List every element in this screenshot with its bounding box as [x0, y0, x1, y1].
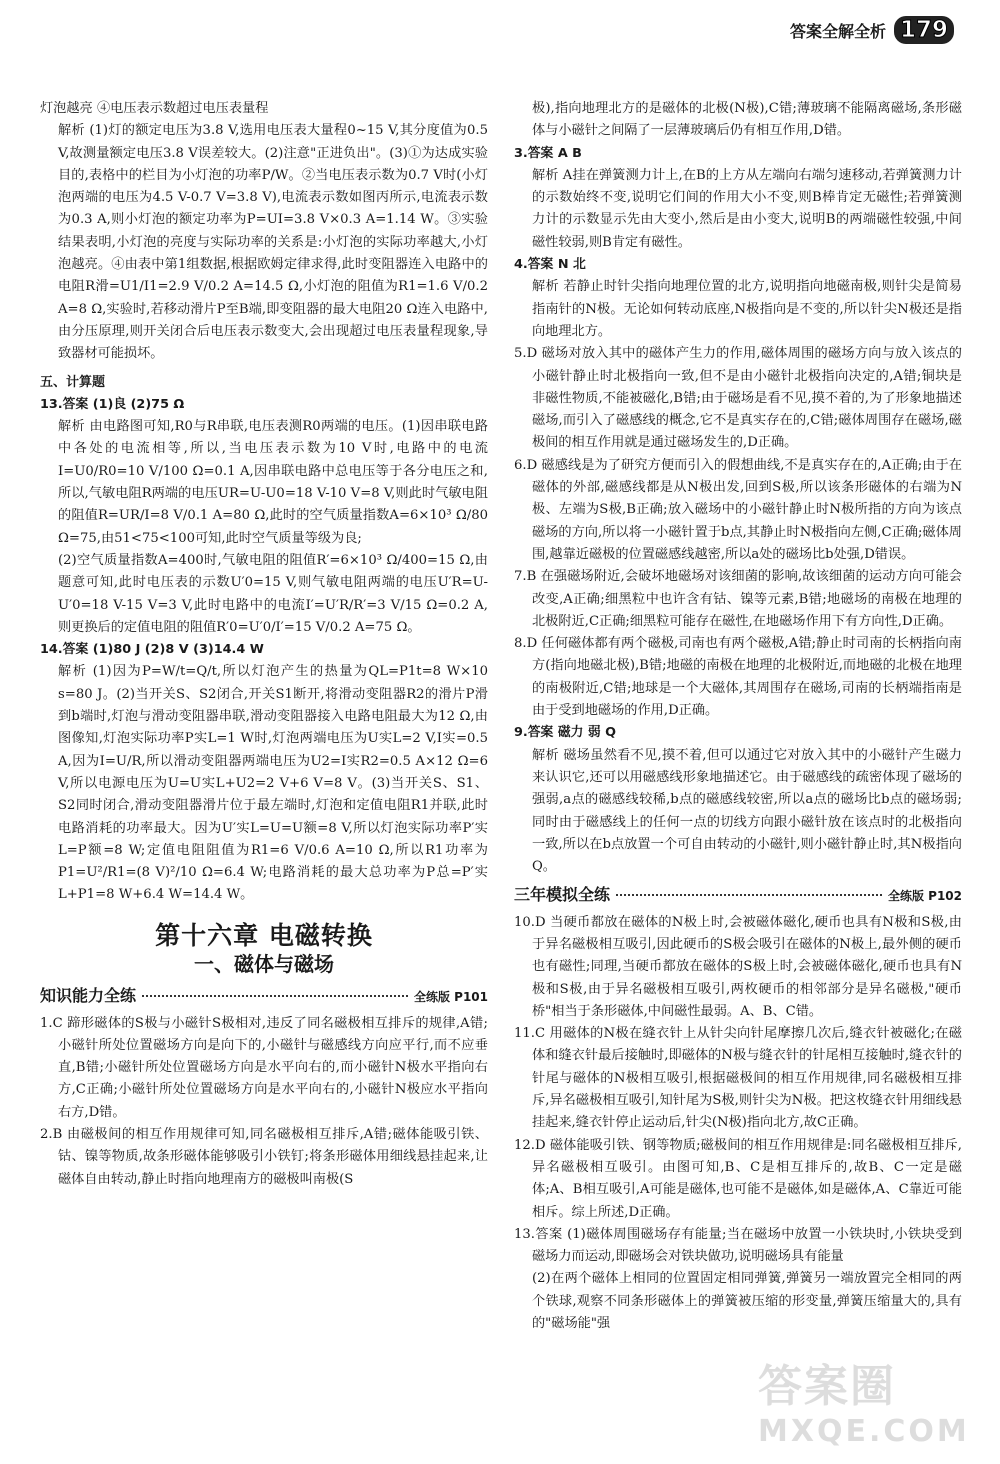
dotted-rule [616, 894, 882, 896]
answer-line: 14.答案 (1)80 J (2)8 V (3)14.4 W [40, 642, 264, 658]
paragraph: 解析 若静止时针尖指向地理位置的北方,说明指向地磁南极,则针尖是简易指南针的N极。无论如何转动底座,N极指向是不变的,所以针尖N极还是指向地理北方。 [532, 279, 962, 339]
paragraph: 解析 (1)因为P=W/t=Q/t,所以灯泡产生的热量为QL=P1t=8 W×10 s=80 J。(2)当开关S、S2闭合,开关S1断开,将滑动变阻器R2的滑片P滑到b端时,灯泡与滑动变阻器串联,滑动变阻器接入电路电阻最大为12 Ω,由图像知,灯泡实际功率P实L=1 W时,灯泡两端电压为U实L=2 V,I实=0.5 A,因为I=U/R,所以滑动变阻器两端电压为U2=I实R2=0.5 A×12 Ω=6 V,所以电源电压为U=U实L+U2=2 V+6 V=8 V。(3)当开关S、S1、S2同时闭合,滑动变阻器滑片位于最左端时,灯泡和定值电阻R1并联,此时电路消耗的功率最大。因为U′实L=U=U额=8 V,所以灯泡实际功率P′实L=P额=8 W;定值电阻阻值为R1=6 V/0.6 A=10 Ω,所以R1功率为P1=U²/R1=(8 V)²/10 Ω=6.4 W;电路消耗的最大总功率为P总=P′实L+P1=8 W+6.4 W=14.4 W。 [58, 664, 488, 903]
answer-line: 9.答案 磁力 弱 Q [514, 725, 616, 741]
answer-line: 3.答案 A B [514, 145, 582, 161]
section-bar [514, 884, 962, 907]
answer-item: 6.D 磁感线是为了研究方便而引入的假想曲线,不是真实存在的,A正确;由于在磁体的外部,磁感线都是从N极出发,回到S极,所以该条形磁体的右端为N极、左端为S极,B正确;放入磁场中的小磁针静止时N极所指的方向为该点磁场的方向,所以将一小磁针置于b点,其静止时N极指向左侧,C正确;磁体周围,越靠近磁极的位置磁感线越密,所以a处的磁场比b处强,D错误。 [514, 457, 962, 562]
page-header [790, 10, 954, 50]
bar-page-ref: 全练版 P101 [413, 990, 488, 1005]
bar-label: 三年模拟全练 [514, 885, 611, 905]
answer-item: 11.C 用磁体的N极在缝衣针上从针尖向针尾摩擦几次后,缝衣针被磁化;在磁体和缝衣针最后接触时,即磁体的N极与缝衣针的针尾相互接触时,缝衣针的针尾与磁体的N极相互吸引,根据磁极间的相互作用规律,同名磁极相互排斥,异名磁极相互吸引,知针尾为S极,则针尖为N极。把这枚缝衣针用细线悬挂起来,缝衣针停止运动后,针尖(N极)指向北方,故C正确。 [514, 1026, 962, 1131]
dotted-rule [142, 995, 408, 997]
paragraph: (2)空气质量指数A=400时,气敏电阻的阻值R′=6×10³ Ω/400=15 Ω,由题意可知,此时电压表的示数U′0=15 V,则气敏电阻两端的电压U′R=U-U′0=18 V-15 V=3 V,此时电路中的电流I′=U′R/R′=3 V/15 Ω=0.2 A,则更换后的定值电阻的阻值R′0=U′0/I′=15 V/0.2 A=75 Ω。 [58, 552, 488, 635]
watermark-logo-text: 答案圈 [758, 1361, 896, 1412]
section-title: 一、磁体与磁场 [194, 951, 334, 976]
answer-line: 4.答案 N 北 [514, 257, 586, 273]
answer-item: 12.D 磁体能吸引铁、钢等物质;磁极间的相互作用规律是:同名磁极相互排斥,异名磁极相互吸引。由图可知,B、C是相互排斥的,故B、C一定是磁体;A、B相互吸引,A可能是磁体,也可能不是磁体,如是磁体,A、C靠近可能相斥。综上所述,D正确。 [514, 1137, 962, 1220]
paragraph: 解析 磁场虽然看不见,摸不着,但可以通过它对放入其中的小磁针产生磁力来认识它,还可以用磁感线形象地描述它。由于磁感线的疏密体现了磁场的强弱,a点的磁感线较稀,b点的磁感线较密,所以a点的磁场比b点的磁场弱;同时由于磁感线上的任何一点的切线方向跟小磁针放在该点时的北极指向一致,所以在b点放置一个可自由转动的小磁针,则小磁针静止时,其N极指向Q。 [532, 747, 962, 875]
page-number: 179 [894, 16, 954, 44]
paragraph: 解析 由电路图可知,R0与R串联,电压表测R0两端的电压。(1)因串联电路中各处的电流相等,所以,当电压表示数为10 V时,电路中的电流I=U0/R0=10 V/100 Ω=0.1 A,因串联电路中总电压等于各分电压之和,所以,气敏电阻R两端的电压UR=U-U0=18 V-10 V=8 V,则此时气敏电阻的阻值R=UR/I=8 V/0.1 A=80 Ω,此时的空气质量指数A=6×10³ Ω/80 Ω=75,由51<75<100可知,此时空气质量等级为良; [58, 419, 488, 546]
paragraph: 解析 A挂在弹簧测力计上,在B的上方从左端向右端匀速移动,若弹簧测力计的示数始终不变,说明它们间的作用大小不变,则B棒肯定无磁性;若弹簧测力计的示数显示先由大变小,然后是由小变大,说明B的两端磁性较强,中间磁性较弱,则B肯定有磁性。 [532, 167, 962, 250]
section-bar [40, 985, 488, 1008]
paragraph: 解析 (1)灯的额定电压为3.8 V,选用电压表大量程0~15 V,其分度值为0.5 V,故测量额定电压3.8 V误差较大。(2)注意"正进负出"。(3)①为达成实验目的,表格中的栏目为小灯泡的功率P/W。②当电压表示数为0.7 V时(小灯泡两端的电压为4.5 V-0.7 V=3.8 V),电流表示数如图丙所示,电流表示数为0.3 A,则小灯泡的额定功率为P=UI=3.8 V×0.3 A=1.14 W。③实验结果表明,小灯泡的亮度与实际功率的关系是:小灯泡的实际功率越大,小灯泡越亮。④由表中第1组数据,根据欧姆定律求得,此时变阻器连入电路中的电阻R滑=U1/I1=2.9 V/0.2 A=14.5 Ω,小灯泡的阻值为R1=1.6 V/0.2 A=8 Ω,实验时,若移动滑片P至B端,即变阻器的最大电阻20 Ω连入电路中,由分压原理,则开关闭合后电压表示数变大,会出现超过电压表量程现象,导致器材可能损坏。 [58, 123, 488, 362]
bar-page-ref: 全练版 P102 [887, 889, 962, 904]
header-title: 答案全解全析 [789, 21, 886, 41]
watermark-url: MXQE.COM [758, 1414, 970, 1449]
left-column [40, 98, 488, 1191]
bar-label: 知识能力全练 [40, 986, 137, 1006]
chapter-title: 第十六章 电磁转换 [155, 920, 373, 950]
section-heading: 五、计算题 [40, 374, 106, 390]
watermark [758, 1350, 978, 1449]
answer-item: 5.D 磁场对放入其中的磁体产生力的作用,磁体周围的磁场方向与放入该点的小磁针静止时北极指向一致,但不是由小磁针北极指向决定的,A错;铜块是非磁性物质,不能被磁化,B错;由于磁场是看不见,摸不着的,为了形象地描述磁场,而引入了磁感线的概念,它不是真实存在的,C错;磁体周围存在磁场,磁极间的相互作用就是通过磁场发生的,D正确。 [514, 346, 962, 451]
answer-item: 13.答案 (1)磁体周围磁场存有能量;当在磁场中放置一小铁块时,小铁块受到磁场力而运动,即磁场会对铁块做功,说明磁场具有能量 [514, 1226, 962, 1265]
answer-item: 1.C 蹄形磁体的S极与小磁针S极相对,违反了同名磁极相互排斥的规律,A错;小磁针所处位置磁场方向是向下的,小磁针与磁感线方向应平行,而不应垂直,B错;小磁针所处位置磁场方向是水平向右的,而小磁针N极水平指向右方,C正确;小磁针所处位置磁场方向是水平向右的,小磁针N极应水平指向右方,D错。 [40, 1015, 488, 1120]
answer-item: 10.D 当硬币都放在磁体的N极上时,会被磁体磁化,硬币也具有N极和S极,由于异名磁极相互吸引,因此硬币的S极会吸引在磁体的N极上,最外侧的硬币也有磁性;同理,当硬币都放在磁体的S极上时,会被磁体磁化,硬币也具有N极和S极,由于异名磁极相互吸引,两枚硬币的相邻部分是异名磁极,"硬币桥"相当于条形磁体,中间磁性最弱。A、B、C错。 [514, 914, 962, 1019]
paragraph: 灯泡越亮 ④电压表示数超过电压表量程 [40, 101, 269, 116]
right-column [514, 98, 962, 1335]
paragraph: (2)在两个磁体上相同的位置固定相同弹簧,弹簧另一端放置完全相同的两个铁球,观察不同条形磁体上的弹簧被压缩的形变量,弹簧压缩量大的,具有的"磁场能"强 [532, 1271, 962, 1332]
answer-item: 7.B 在强磁场附近,会破坏地磁场对该细菌的影响,故该细菌的运动方向可能会改变,A正确;细黑粒中也许含有钴、镍等元素,B错;地磁场的南极在地理的北极附近,C正确;细黑粒可能存在磁性,在地磁场作用下有方向性,D正确。 [514, 569, 962, 629]
paragraph: 极),指向地理北方的是磁体的北极(N极),C错;薄玻璃不能隔离磁场,条形磁体与小磁针之间隔了一层薄玻璃后仍有相互作用,D错。 [532, 101, 962, 139]
answer-item: 8.D 任何磁体都有两个磁极,司南也有两个磁极,A错;静止时司南的长柄指向南方(指向地磁北极),B错;地磁的南极在地理的北极附近,而地磁的北极在地理的南极附近,C错;地球是一个大磁体,其周围存在磁场,司南的长柄端指南是由于受到地磁场的作用,D正确。 [514, 636, 962, 719]
answer-line: 13.答案 (1)良 (2)75 Ω [40, 396, 185, 412]
answer-item: 2.B 由磁极间的相互作用规律可知,同名磁极相互排斥,A错;磁体能吸引铁、钴、镍等物质,故条形磁体能够吸引小铁钉;将条形磁体用细线悬挂起来,让磁体自由转动,静止时指向地理南方的磁极叫南极(S [40, 1127, 488, 1187]
